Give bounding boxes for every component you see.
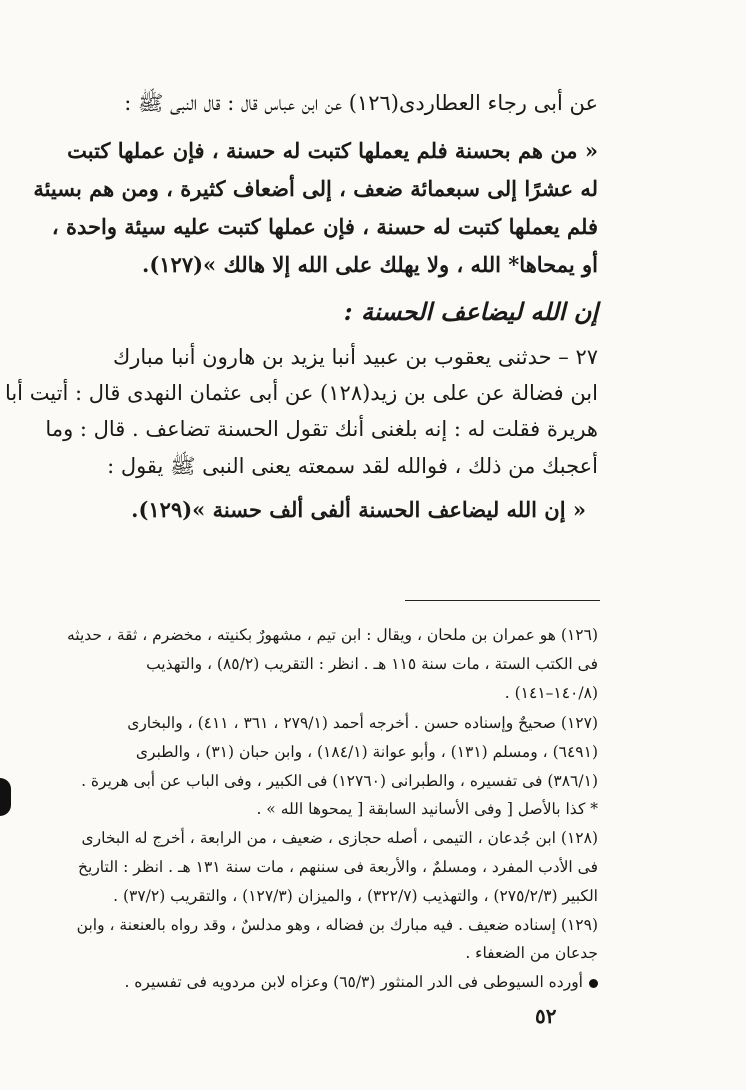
footnote-126-line-1: (١٢٦) هو عمران بن ملحان ، ويقال : ابن تيم ، مشهورٌ بكنيته ، مخضرم ، ثقة ، حديثه <box>66 626 598 644</box>
footnote-128-line-2: فى الأدب المفرد ، ومسلمٌ ، والأربعة فى سننهم ، مات سنة ١٣١ هـ . انظر : التاريخ <box>78 858 598 876</box>
para2-line-4: أعجبك من ذلك ، فوالله لقد سمعته يعنى النبى ﷺ يقول : <box>107 454 598 478</box>
para2-line-5: « إن الله ليضاعف الحسنة ألفى ألف حسنة »(١٢٩). <box>131 497 586 522</box>
footnote-129-line-1: (١٢٩) إسناده ضعيف . فيه مبارك بن فضاله ، وهو مدلسٌ ، وقد رواه بالعنعنة ، وابن <box>76 916 598 934</box>
footnote-126-line-3: (١٤٠/٨–١٤١) . <box>504 684 598 702</box>
footnote-star-note: * كذا بالأصل [ وفى الأسانيد السابقة [ يمحوها الله » . <box>256 800 598 818</box>
section-heading: إن الله ليضاعف الحسنة : <box>343 297 598 326</box>
bullet-icon <box>589 979 598 988</box>
footnote-bullet-note <box>124 973 598 991</box>
footnote-128-line-1: (١٢٨) ابن جُدعان ، التيمى ، أصله حجازى ، ضعيف ، من الرابعة ، أخرج له البخارى <box>81 829 598 847</box>
footnote-127-line-2: (٦٤٩١) ، ومسلم (١٣١) ، وأبو عوانة (١٨٤/١) ، وابن حبان (٣١) ، والطبرى <box>135 743 598 761</box>
para1-line-1: عن أبى رجاء العطاردى(١٢٦) عن ابن عباس قال : قال النبى ﷺ : <box>124 91 598 115</box>
footnote-127-line-3: (٣٨٦/١) فى تفسيره ، والطبرانى (١٢٧٦٠) فى الكبير ، وفى الباب عن أبى هريرة . <box>81 772 598 790</box>
footnote-129-line-2: جدعان من الضعفاء . <box>465 944 598 962</box>
para1-line-3: له عشرًا إلى سبعمائة ضعف ، إلى أضعاف كثيرة ، ومن هم بسيئة <box>33 176 598 201</box>
para2-line-3: هريرة فقلت له : إنه بلغنى أنك تقول الحسنة تضاعف . قال : وما <box>45 417 598 441</box>
footnote-separator <box>405 600 600 601</box>
para1-line-2: « من هم بحسنة فلم يعملها كتبت له حسنة ، فإن عملها كتبت <box>67 138 598 163</box>
scan-edge-mark <box>0 778 11 816</box>
footnote-128-line-3: الكبير (٢٧٥/٢/٣) ، والتهذيب (٣٢٢/٧) ، والميزان (١٢٧/٣) ، والتقريب (٣٧/٢) . <box>113 887 598 905</box>
para1-line-5: أو يمحاها* الله ، ولا يهلك على الله إلا هالك »(١٢٧). <box>142 252 598 277</box>
footnote-126-line-2: فى الكتب الستة ، مات سنة ١١٥ هـ . انظر : التقريب (٨٥/٢) ، والتهذيب <box>146 655 598 673</box>
para2-line-1: ٢٧ – حدثنى يعقوب بن عبيد أنبا يزيد بن هارون أنبا مبارك <box>112 345 598 369</box>
page-number: ٥٢ <box>535 1004 557 1028</box>
footnote-bullet-text: أورده السيوطى فى الدر المنثور (٦٥/٣) وعزاه لابن مردويه فى تفسيره . <box>124 973 583 991</box>
para2-line-2: ابن فضالة عن على بن زيد(١٢٨) عن أبى عثمان النهدى قال : أتيت أبا <box>4 381 598 405</box>
para1-line-4: فلم يعملها كتبت له حسنة ، فإن عملها كتبت عليه سيئة واحدة ، <box>51 214 598 239</box>
footnote-127-line-1: (١٢٧) صحيحٌ وإسناده حسن . أخرجه أحمد (٢٧٩/١ ، ٣٦١ ، ٤١١) ، والبخارى <box>127 714 598 732</box>
